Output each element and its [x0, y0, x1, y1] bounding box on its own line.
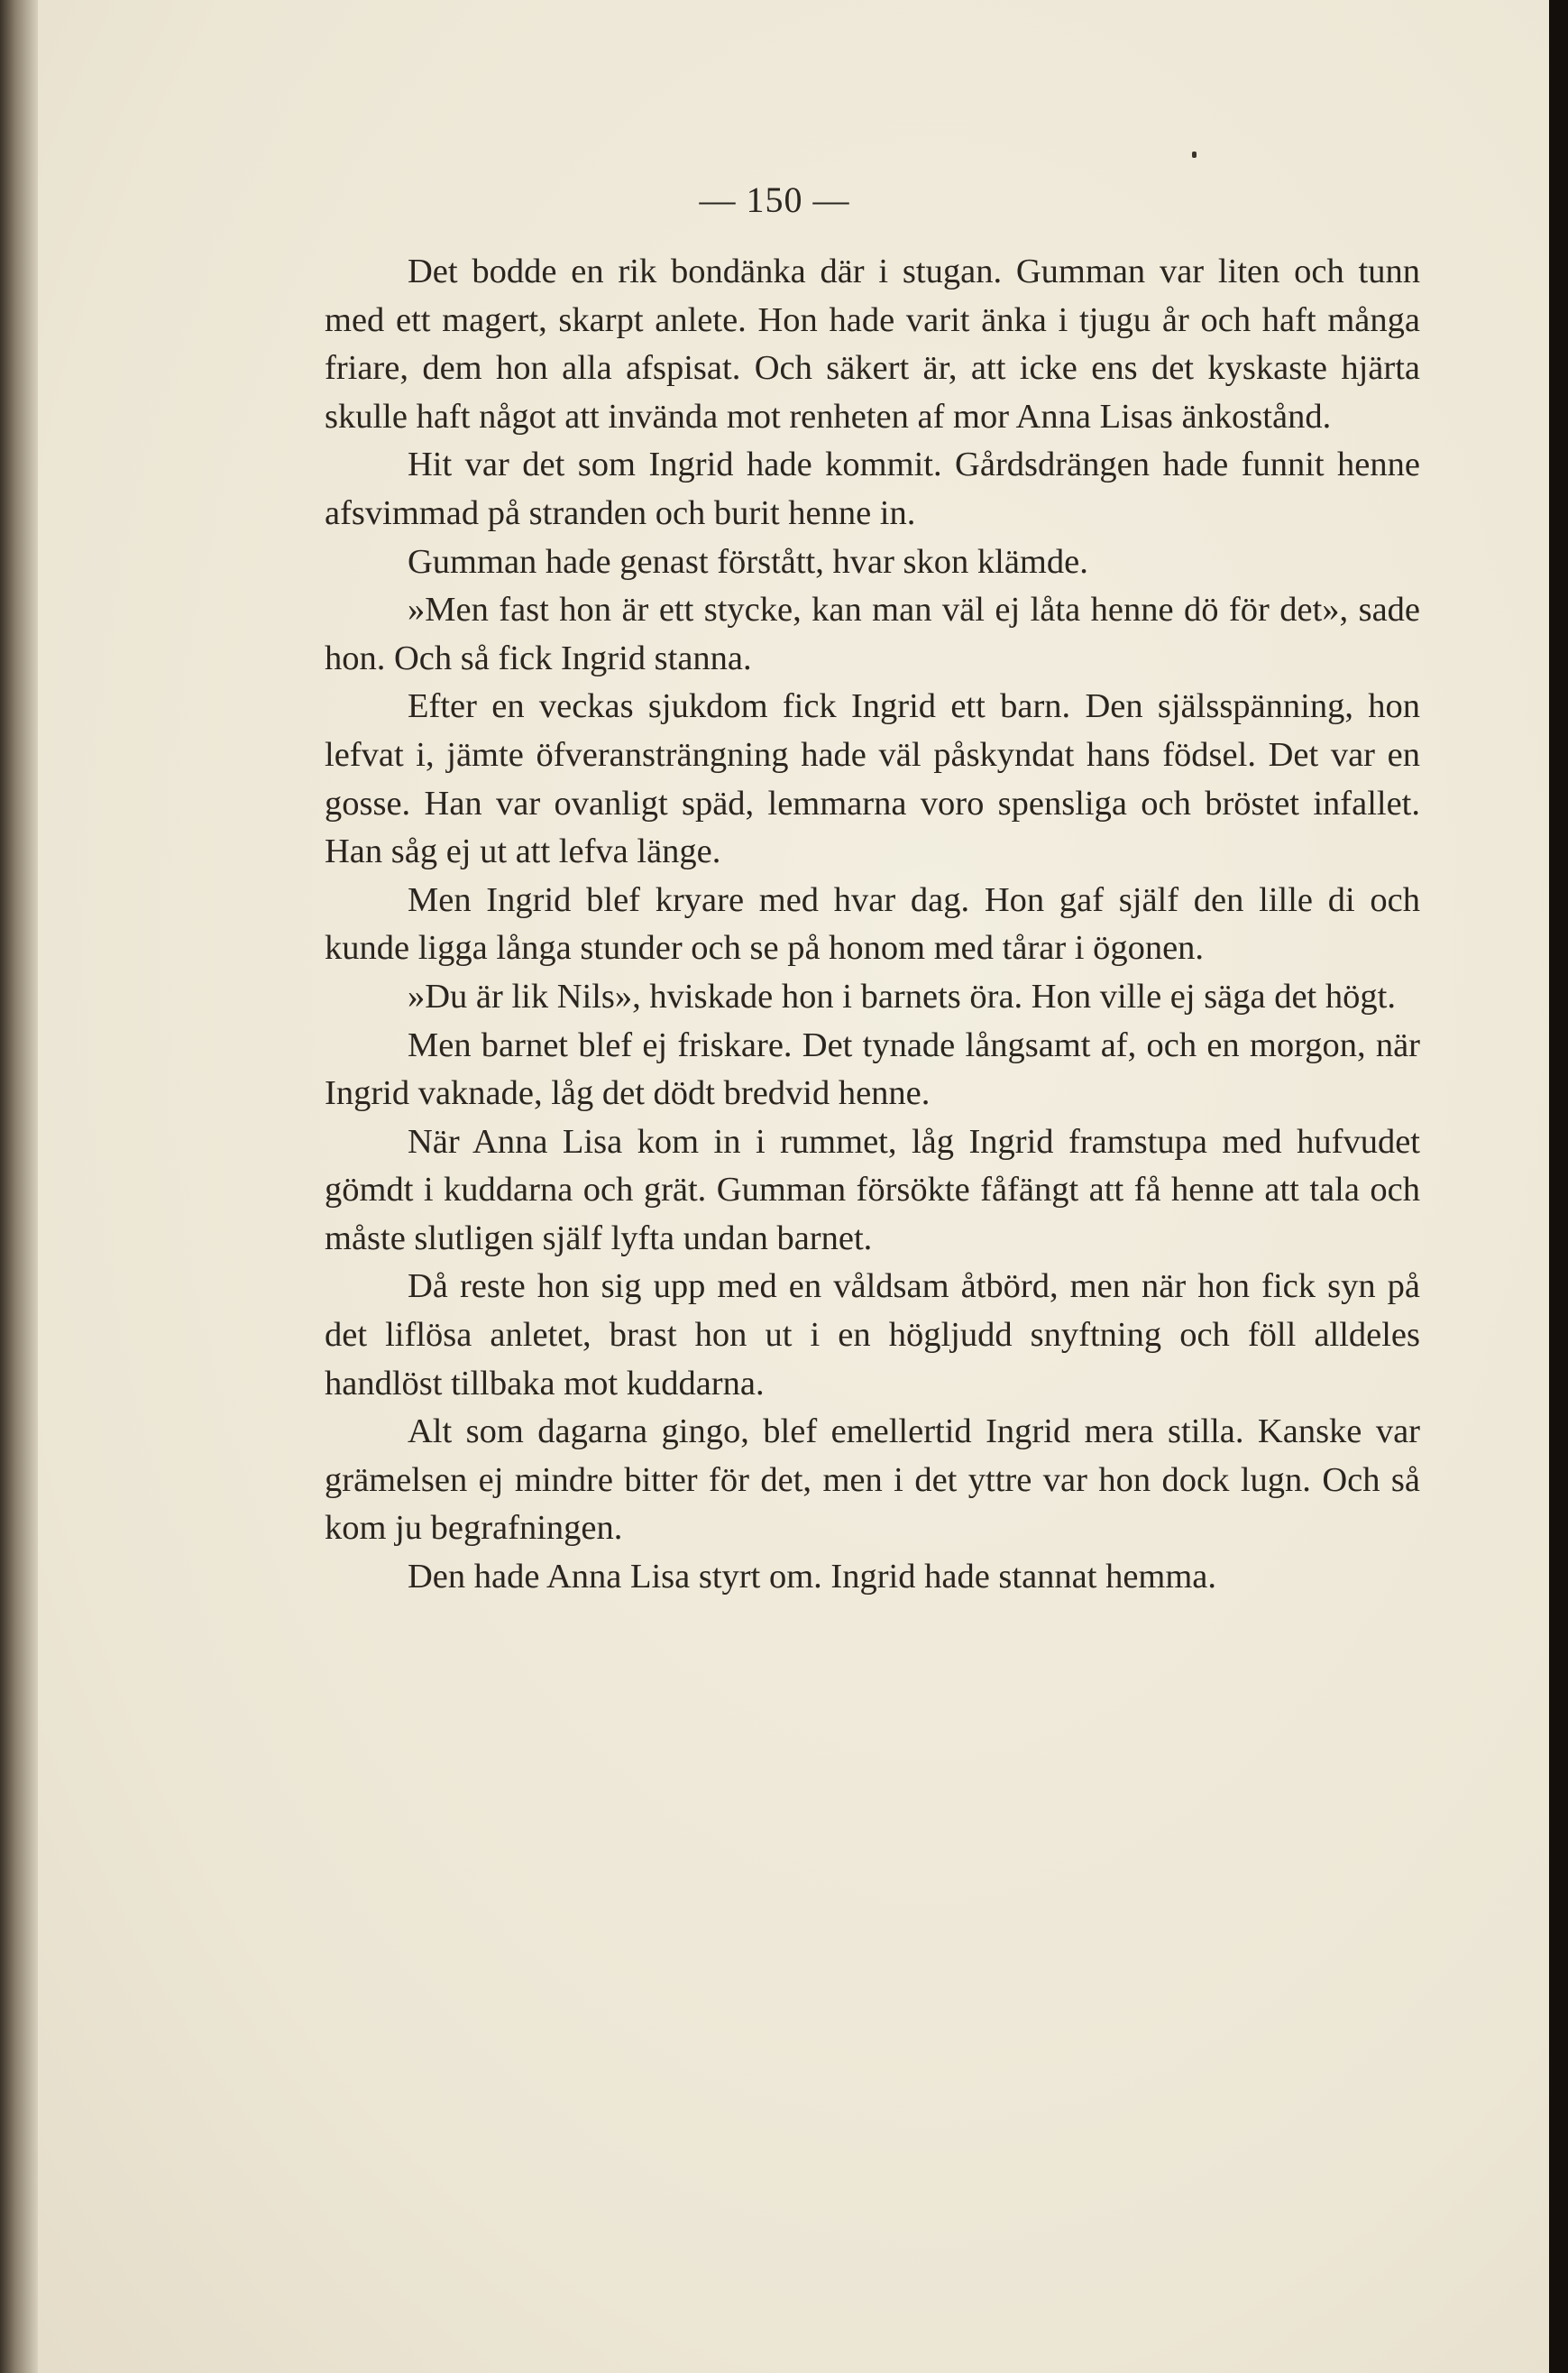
paragraph: Hit var det som Ingrid hade kommit. Gårdsdrängen hade funnit henne afsvimmad på stranden och burit henne in.	[325, 446, 1420, 532]
paragraph: Men barnet blef ej friskare. Det tynade långsamt af, och en morgon, när Ingrid vaknade, låg det dödt bredvid henne.	[325, 1026, 1420, 1113]
print-speck	[1192, 152, 1197, 158]
body-text	[325, 248, 1420, 1602]
paragraph: När Anna Lisa kom in i rummet, låg Ingrid framstupa med hufvudet gömdt i kuddarna och grät. Gumman försökte fåfängt att få henne att tala och måste slutligen själf lyfta undan barnet.	[325, 1122, 1420, 1257]
paragraph: Efter en veckas sjukdom fick Ingrid ett barn. Den själsspänning, hon lefvat i, jämte öfveransträngning hade väl påskyndat hans födsel. Det var en gosse. Han var ovanligt späd, lemmarna voro spensliga och bröstet infallet. Han såg ej ut att lefva länge.	[325, 687, 1420, 871]
page-number: — 150 —	[699, 179, 850, 220]
paragraph: Men Ingrid blef kryare med hvar dag. Hon gaf själf den lille di och kunde ligga långa stunder och se på honom med tårar i ögonen.	[325, 880, 1420, 968]
paragraph: Alt som dagarna gingo, blef emellertid Ingrid mera stilla. Kanske var grämelsen ej mindre bitter för det, men i det yttre var hon dock lugn. Och så kom ju begrafningen.	[325, 1412, 1420, 1548]
scan-edge	[1549, 0, 1568, 2373]
paragraph: »Men fast hon är ett stycke, kan man väl ej låta henne dö för det», sade hon. Och så fick Ingrid stanna.	[325, 591, 1420, 677]
paragraph: Då reste hon sig upp med en våldsam åtbörd, men när hon fick syn på det liflösa anletet, brast hon ut i en högljudd snyftning och föll alldeles handlöst tillbaka mot kuddarna.	[325, 1267, 1420, 1403]
binding-shadow	[0, 0, 38, 2373]
paragraph: Den hade Anna Lisa styrt om. Ingrid hade stannat hemma.	[408, 1558, 1217, 1596]
paragraph: Det bodde en rik bondänka där i stugan. Gumman var liten och tunn med ett magert, skarpt anlete. Hon hade varit änka i tjugu år och haft många friare, dem hon alla afspisat. Och säkert är, att icke ens det kyskaste hjärta skulle haft något att invända mot renheten af mor Anna Lisas änkostånd.	[325, 253, 1420, 436]
paragraph: Gumman hade genast förstått, hvar skon klämde.	[408, 542, 1088, 581]
paragraph: »Du är lik Nils», hviskade hon i barnets öra. Hon ville ej säga det högt.	[408, 977, 1396, 1016]
